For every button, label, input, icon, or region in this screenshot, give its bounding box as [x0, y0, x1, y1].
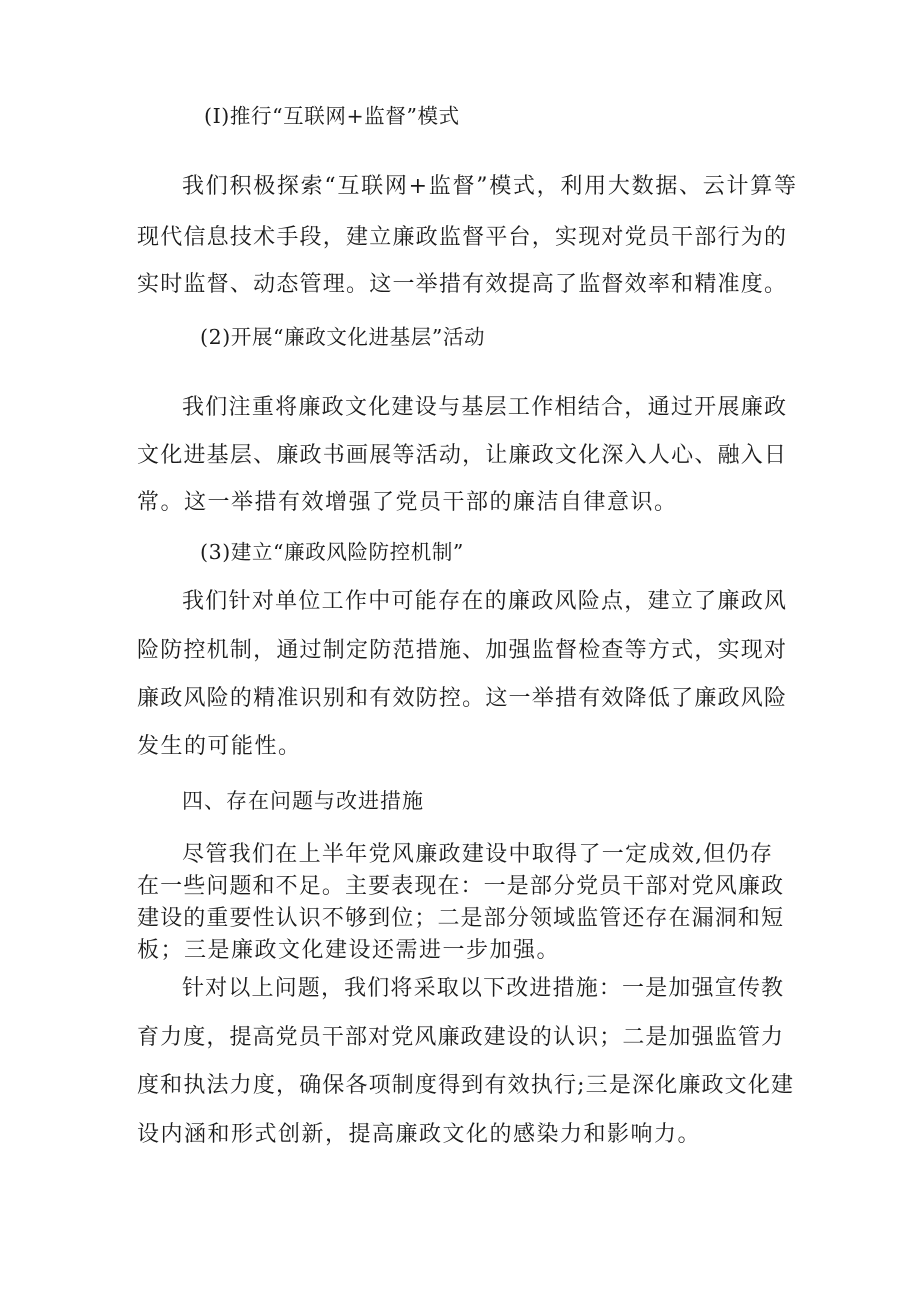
paragraph-line: 度和执法力度，确保各项制度得到有效执行;三是深化廉政文化建	[137, 1073, 793, 1098]
paragraph-line: 实时监督、动态管理。这一举措有效提高了监督效率和精准度。	[137, 272, 786, 297]
paragraph-line: 我们针对单位工作中可能存在的廉政风险点，建立了廉政风	[182, 589, 786, 614]
paragraph-line: 我们积极探索“互联网+监督”模式，利用大数据、云计算等	[182, 174, 796, 199]
subsection-heading-culture-to-grassroots: (2)开展“廉政文化进基层”活动	[200, 325, 486, 349]
paragraph-line: 文化进基层、廉政书画展等活动，让廉政文化深入人心、融入日	[137, 443, 786, 468]
paragraph-line: 在一些问题和不足。主要表现在：一是部分党员干部对党风廉政	[137, 874, 783, 899]
paragraph-line: 廉政风险的精准识别和有效防控。这一举措有效降低了廉政风险	[137, 686, 786, 711]
paragraph-line: 险防控机制，通过制定防范措施、加强监督检查等方式，实现对	[137, 638, 786, 663]
paragraph-line: 尽管我们在上半年党风廉政建设中取得了一定成效,但仍存	[182, 842, 772, 867]
section-heading-problems-improvements: 四、存在问题与改进措施	[182, 789, 424, 813]
subsection-heading-internet-supervision: (I)推行“互联网+监督”模式	[204, 104, 460, 128]
paragraph-line: 建设的重要性认识不够到位；二是部分领域监管还存在漏洞和短	[137, 906, 783, 931]
paragraph-line: 发生的可能性。	[137, 734, 302, 759]
paragraph-line: 现代信息技术手段，建立廉政监督平台，实现对党员干部行为的	[137, 225, 786, 250]
subsection-heading-risk-control: (3)建立“廉政风险防控机制”	[200, 540, 464, 564]
paragraph-line: 常。这一举措有效增强了党员干部的廉洁自律意识。	[137, 490, 678, 515]
paragraph-line: 针对以上问题，我们将采取以下改进措施：一是加强宣传教	[182, 976, 783, 1001]
paragraph-line: 我们注重将廉政文化建设与基层工作相结合，通过开展廉政	[182, 395, 786, 420]
paragraph-line: 设内涵和形式创新，提高廉政文化的感染力和影响力。	[137, 1122, 702, 1147]
paragraph-line: 板；三是廉政文化建设还需进一步加强。	[137, 938, 561, 963]
paragraph-line: 育力度，提高党员干部对党风廉政建设的认识；二是加强监管力	[137, 1025, 783, 1050]
